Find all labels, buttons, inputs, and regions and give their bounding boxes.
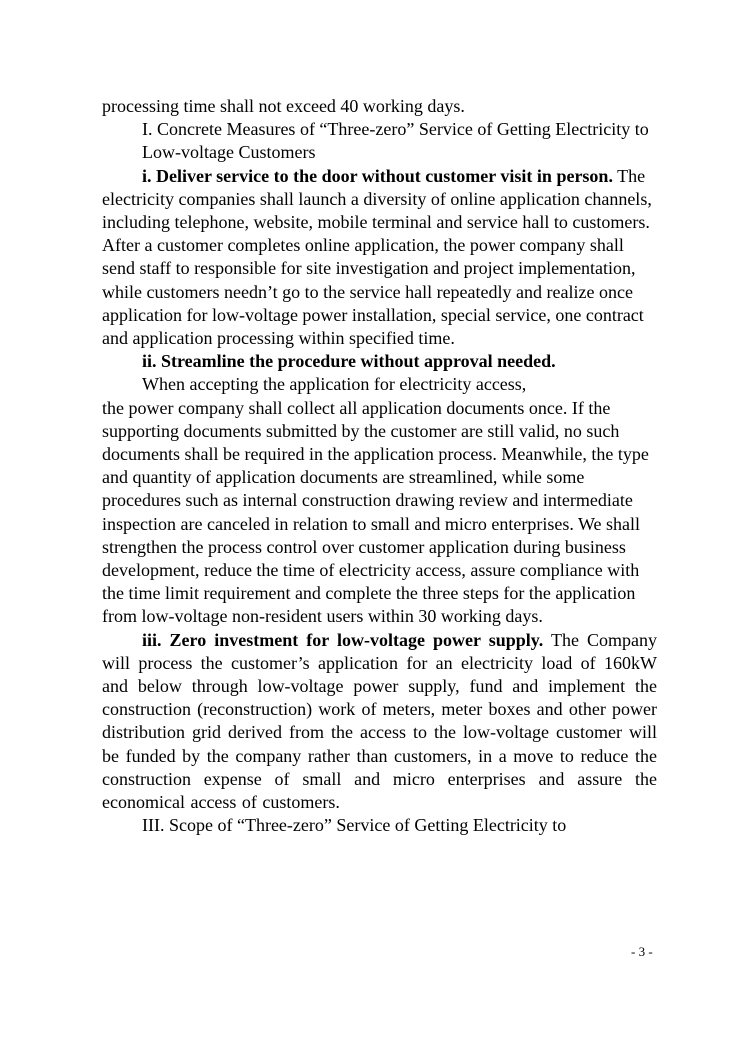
text-zero-investment: The Company will process the customer’s application for an electricity load of 160kW and below through low-voltage power supply, fund and implement the construction (reconstruction) work of meters, meter boxes and other power distribution grid derived from the access to the low-voltage customer will be funded by the company rather than customers, in a move to reduce the construction expense of small and micro enterprises and assure the economical access of customers. bbox=[102, 629, 658, 813]
heading-streamline: ii. Streamline the procedure without approval needed. bbox=[142, 351, 556, 372]
page-number: - 3 - bbox=[631, 944, 653, 959]
paragraph-door-service bbox=[102, 165, 657, 351]
paragraph-continuation: processing time shall not exceed 40 working days. bbox=[102, 96, 465, 116]
heading-door-service: i. Deliver service to the door without customer visit in person. bbox=[142, 165, 613, 186]
text-door-service: The electricity companies shall launch a diversity of online application channels, including telephone, website, mobile terminal and service hall to customers. After a customer completes online application, the power company shall send staff to responsible for site investigation and project implementation, while customers needn’t go to the service hall repeatedly and realize once application for low-voltage power installation, special service, one contract and application processing within specified time. bbox=[102, 165, 652, 349]
heading-zero-investment: iii. Zero investment for low-voltage power supply. bbox=[142, 629, 544, 650]
paragraph-streamline-body: the power company shall collect all application documents once. If the supporting documents submitted by the customer are still valid, no such documents shall be required in the application process. Meanwhile, the type and quantity of application documents are streamlined, while some procedures such as internal construction drawing review and intermediate inspection are canceled in relation to small and micro enterprises. We shall strengthen the process control over customer application during business development, reduce the time of electricity access, assure compliance with the time limit requirement and complete the three steps for the application from low-voltage non-resident users within 30 working days. bbox=[102, 397, 649, 627]
section-heading-3: III. Scope of “Three-zero” Service of Getting Electricity to bbox=[142, 815, 567, 836]
section-heading-1: I. Concrete Measures of “Three-zero” Service of Getting Electricity to Low-voltage Customers bbox=[142, 119, 649, 163]
body-text bbox=[102, 95, 657, 838]
paragraph-zero-investment bbox=[102, 629, 657, 815]
paragraph-streamline-intro: When accepting the application for electricity access, bbox=[142, 374, 527, 395]
